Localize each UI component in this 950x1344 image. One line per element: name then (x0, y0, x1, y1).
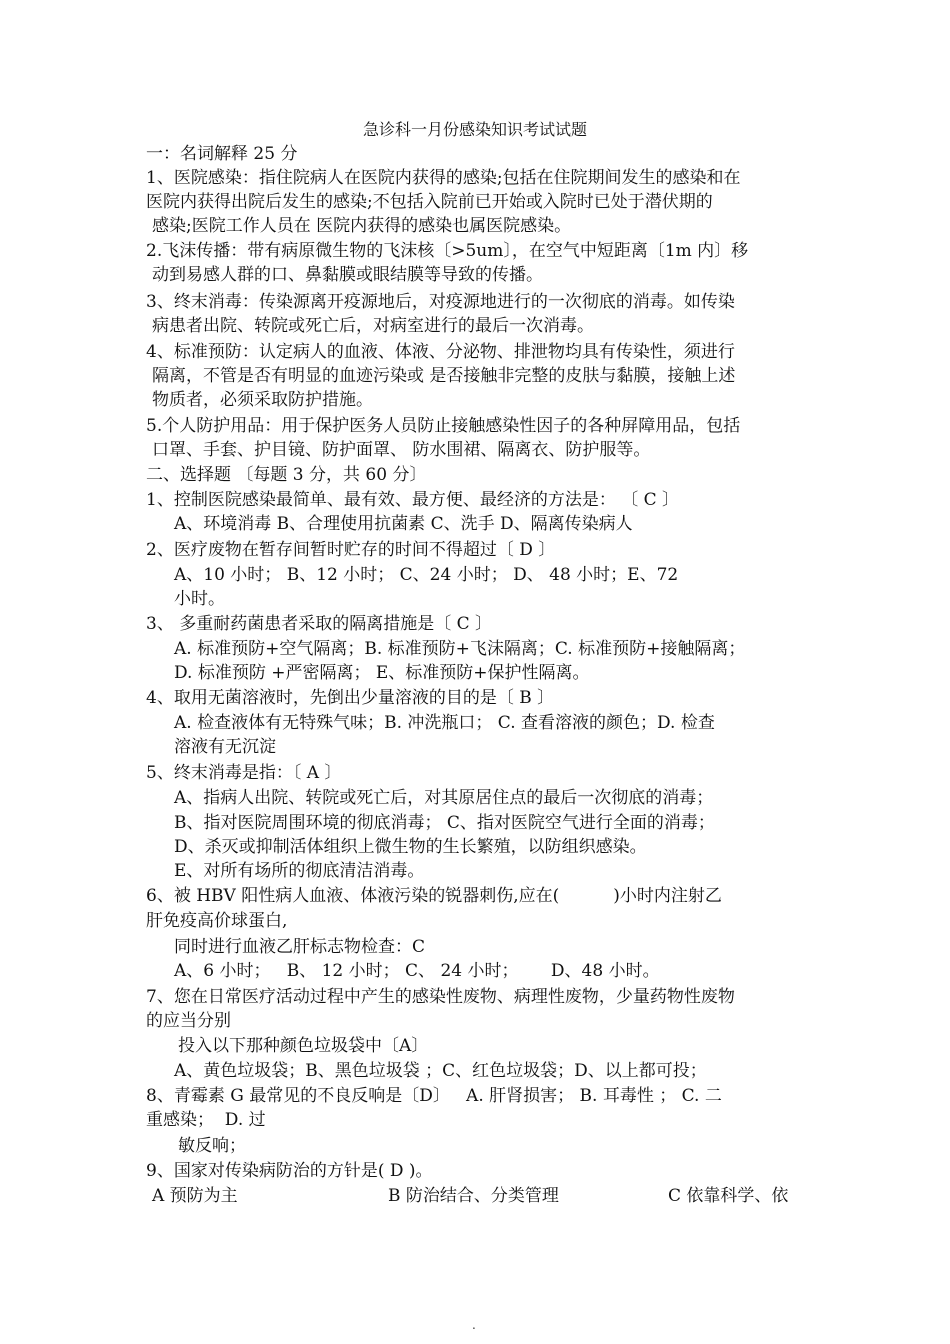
q6-stem-1: 6、被 HBV 阳性病人血液、体液污染的锐器刺伤,应在( )小时内注射乙 (146, 886, 722, 906)
term-3-line-2: 病患者出院、转院或死亡后，对病室进行的最后一次消毒。 (152, 316, 594, 336)
q5-option-e: E、对所有场所的彻底清洁消毒。 (174, 861, 425, 881)
q5-stem: 5、终末消毒是指：〔 A 〕 (146, 763, 342, 783)
term-5-line-1: 5.个人防护用品：用于保护医务人员防止接触感染性因子的各种屏障用品，包括 (146, 416, 741, 436)
q9-stem: 9、国家对传染病防治的方针是( D )。 (146, 1161, 433, 1181)
q2-options-cont: 小时。 (174, 589, 225, 609)
term-3-line-1: 3、终末消毒：传染源离开疫源地后，对疫源地进行的一次彻底的消毒。如传染 (146, 292, 735, 312)
q8-stem-1: 8、青霉素 G 最常见的不良反响是〔D〕 A. 肝肾损害； B. 耳毒性 ； C. 二 (146, 1086, 722, 1106)
footer-mark: . (472, 1318, 476, 1332)
q9-option-a: A 预防为主 (152, 1186, 238, 1206)
q7-stem-3: 投入以下那种颜色垃圾袋中〔A〕 (178, 1036, 429, 1056)
q2-options: A、10 小时； B、12 小时； C、24 小时； D、 48 小时；E、72 (174, 565, 679, 585)
q3-options-2: D. 标准预防 +严密隔离； E、标准预防+保护性隔离。 (174, 663, 590, 683)
q5-option-d: D、杀灭或抑制活体组织上微生物的生长繁殖，以防组织感染。 (174, 837, 647, 857)
term-4-line-2: 隔离，不管是否有明显的血迹污染或 是否接触非完整的皮肤与黏膜，接触上述 (152, 366, 736, 386)
q6-stem-3: 同时进行血液乙肝标志物检查：C (174, 937, 426, 957)
term-1-line-1: 1、医院感染：指住院病人在医院内获得的感染;包括在住院期间发生的感染和在 (146, 168, 741, 188)
term-1-line-3: 感染;医院工作人员在 医院内获得的感染也属医院感染。 (152, 216, 572, 236)
q7-stem-1: 7、您在日常医疗活动过程中产生的感染性废物、病理性废物，少量药物性废物 (146, 987, 735, 1007)
section2-heading: 二、选择题 〔每题 3 分，共 60 分〕 (146, 465, 427, 485)
section1-heading: 一：名词解释 25 分 (146, 144, 298, 164)
q8-stem-2: 重感染； D. 过 (146, 1110, 266, 1130)
term-4-line-3: 物质者，必须采取防护措施。 (152, 390, 373, 410)
q4-stem: 4、取用无菌溶液时，先倒出少量溶液的目的是〔 B 〕 (146, 688, 555, 708)
term-1-line-2: 医院内获得出院后发生的感染;不包括入院前已开始或入院时已处于潜伏期的 (146, 192, 713, 212)
q6-stem-2: 肝免疫高价球蛋白, (146, 911, 288, 931)
q9-option-b: B 防治结合、分类管理 (388, 1186, 559, 1206)
q8-stem-3: 敏反响； (178, 1136, 246, 1156)
term-4-line-1: 4、标准预防：认定病人的血液、体液、分泌物、排泄物均具有传染性，须进行 (146, 342, 735, 362)
q7-options: A、黄色垃圾袋；B、黑色垃圾袋 ；C、红色垃圾袋；D、以上都可投； (174, 1061, 707, 1081)
q7-stem-2: 的应当分别 (146, 1011, 231, 1031)
q1-stem: 1、控制医院感染最简单、最有效、最方便、最经济的方法是： 〔 C 〕 (146, 490, 680, 510)
term-2-line-2: 动到易感人群的口、鼻黏膜或眼结膜等导致的传播。 (152, 265, 543, 285)
q2-stem: 2、医疗废物在暂存间暂时贮存的时间不得超过〔 D 〕 (146, 540, 556, 560)
q5-option-a: A、指病人出院、转院或死亡后，对其原居住点的最后一次彻底的消毒； (174, 788, 714, 808)
q6-options: A、6 小时； B、 12 小时； C、 24 小时； D、48 小时。 (174, 961, 660, 981)
q9-option-c: C 依靠科学、依 (668, 1186, 789, 1206)
q5-option-bc: B、指对医院周围环境的彻底消毒； C、指对医院空气进行全面的消毒； (174, 813, 715, 833)
q3-stem: 3、 多重耐药菌患者采取的隔离措施是〔 C 〕 (146, 614, 493, 634)
q1-options: A、环境消毒 B、合理使用抗菌素 C、洗手 D、隔离传染病人 (174, 514, 633, 534)
q3-options-1: A. 标准预防+空气隔离；B. 标准预防+飞沫隔离；C. 标准预防+接触隔离； (174, 639, 746, 659)
exam-title: 急诊科一月份感染知识考试试题 (362, 120, 587, 139)
term-5-line-2: 口罩、手套、护目镜、防护面罩、 防水围裙、隔离衣、防护服等。 (152, 440, 651, 460)
q4-options-2: 溶液有无沉淀 (174, 737, 276, 757)
term-2-line-1: 2.飞沫传播：带有病原微生物的飞沫核〔>5um〕，在空气中短距离〔1m 内〕移 (146, 241, 749, 261)
q4-options-1: A. 检查液体有无特殊气味；B. 冲洗瓶口； C. 查看溶液的颜色；D. 检查 (174, 713, 715, 733)
